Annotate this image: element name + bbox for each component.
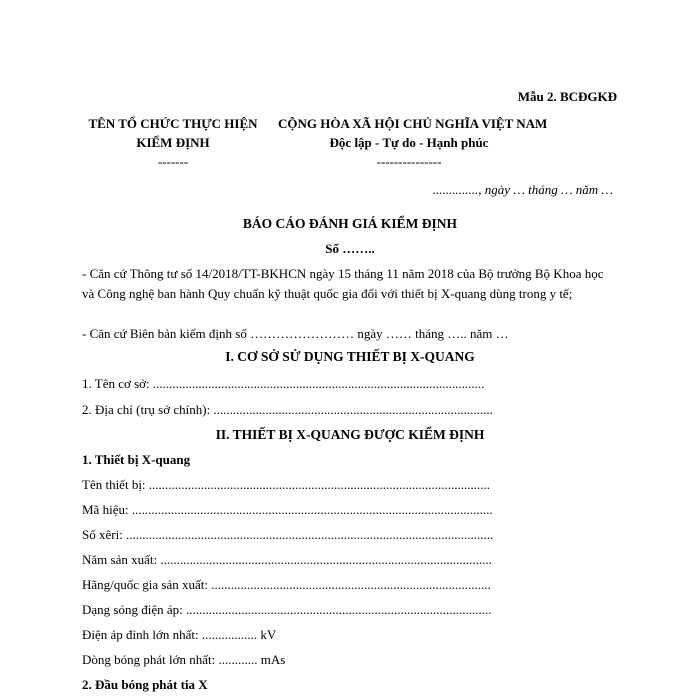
form-code: Mẫu 2. BCĐGKĐ <box>517 89 617 104</box>
field-facility-name: 1. Tên cơ sở: ...................................................................................................... <box>82 376 485 391</box>
report-number: Số …….. <box>325 241 375 256</box>
field-facility-address: 2. Địa chỉ (trụ sở chính): ...................................................................................... <box>82 402 493 417</box>
country-name: CỘNG HÒA XÃ HỘI CHỦ NGHĨA VIỆT NAM <box>278 116 548 131</box>
report-title: BÁO CÁO ĐÁNH GIÁ KIỂM ĐỊNH <box>242 216 458 231</box>
field-device-name: Tên thiết bị: ......................................................................................................... <box>82 477 491 492</box>
organization-name-line2: KIỂM ĐỊNH <box>136 135 210 150</box>
basis-paragraph-2: - Căn cứ Biên bản kiểm định số …………………… ngày …… tháng ….. năm … <box>82 326 509 341</box>
organization-name-line1: TÊN TỔ CHỨC THỰC HIỆN <box>88 116 258 131</box>
subsection-xray-tube-head: 2. Đầu bóng phát tia X <box>82 677 208 692</box>
field-max-peak-voltage: Điện áp đỉnh lớn nhất: ................. kV <box>82 627 277 642</box>
motto: Độc lập - Tự do - Hạnh phúc <box>329 135 489 150</box>
section-2-title: II. THIẾT BỊ X-QUANG ĐƯỢC KIỂM ĐỊNH <box>215 427 485 442</box>
organization-header <box>68 114 278 171</box>
date-line: .............., ngày … tháng … năm … <box>432 182 613 197</box>
basis-paragraph-1: - Căn cứ Thông tư số 14/2018/TT-BKHCN ngày 15 tháng 11 năm 2018 của Bộ trưởng Bộ Khoa học và Công nghệ ban hành Quy chuẩn kỹ thuật quốc gia đối với thiết bị X-quang dùng trong y tế; <box>82 266 604 301</box>
subsection-xray-device: 1. Thiết bị X-quang <box>82 452 191 467</box>
field-voltage-waveform: Dạng sóng điện áp: .............................................................................................. <box>82 602 492 617</box>
field-max-tube-current: Dòng bóng phát lớn nhất: ............ mAs <box>82 652 286 667</box>
section-1-title: I. CƠ SỞ SỬ DỤNG THIẾT BỊ X-QUANG <box>225 349 475 364</box>
field-model-code: Mã hiệu: ............................................................................................................... <box>82 502 493 517</box>
field-manufacture-year: Năm sản xuất: ...................................................................................................... <box>82 552 492 567</box>
field-serial-number: Số xêri: ................................................................................................................. <box>82 527 494 542</box>
motto-divider: --------------- <box>376 154 442 169</box>
national-motto-header <box>278 114 548 171</box>
field-manufacturer-country: Hãng/quốc gia sản xuất: ...................................................................................... <box>82 577 491 592</box>
organization-divider: ------- <box>157 154 189 169</box>
